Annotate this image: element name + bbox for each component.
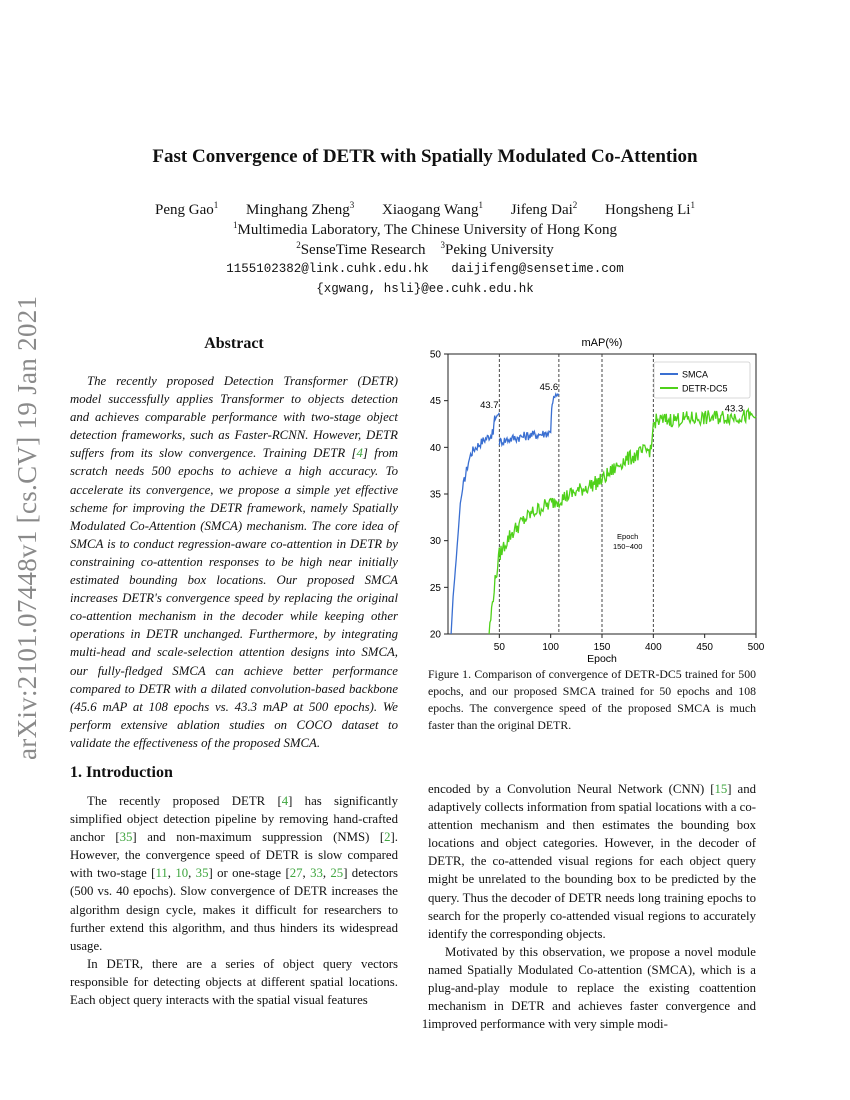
x-tick-label: 400 [644,642,662,653]
annotation-text: 150~400 [612,542,643,552]
abstract-text: The recently proposed Detection Transformer (DETR) model successfully applies Transformer to objects detection and achieves comparable performance with two-stage object detection frameworks, such as Faster-RCNN. However, DETR suffers from its slow convergence. Training DETR [4] from scratch needs 500 epochs to achieve a high accuracy. To accelerate its convergence, we propose a simple yet effective scheme for improving the DETR framework, namely Spatially Modulated Co-Attention (SMCA) mechanism. The core idea of SMCA is to conduct regression-aware co-attention in DETR by constraining co-attention responses to be high near initially estimated bounding box locations. Our proposed SMCA increases DETR's convergence speed by replacing the original co-attention mechanism in the decoder while keeping other operations in DETR unchanged. Furthermore, by integrating multi-head and scale-selection attention designs into SMCA, our fully-fledged SMCA can achieve better performance compared to DETR with a dilated convolution-based backbone (45.6 mAP at 108 epochs vs. 43.3 mAP at 500 epochs). We perform extensive ablation studies on COCO dataset to validate the effectiveness of the proposed SMCA. [70,374,398,750]
figure-caption: Figure 1. Comparison of convergence of DETR-DC5 trained for 500 epochs, and our proposed SMCA trained for 50 epochs and 108 epochs. The convergence speed of the proposed SMCA is much faster than the original DETR. [428,667,756,732]
citation-link[interactable]: 11 [155,866,168,881]
x-tick-label: 100 [542,642,560,653]
legend-label: SMCA [682,369,709,380]
author: Hongsheng Li$^1$ [605,200,695,218]
y-tick-label: 45 [429,396,441,408]
citation-link[interactable]: 33 [310,866,323,881]
chart-title: mAP(%) [581,337,623,349]
citation-link[interactable]: 35 [195,866,209,881]
author: Peng Gao$^1$ [155,200,219,218]
email-line: {xgwang, hsli}@ee.cuhk.edu.hk [316,282,534,296]
x-tick-label: 450 [696,642,714,653]
citation-link[interactable]: 2 [384,830,391,845]
intro-paragraph: encoded by a Convolution Neural Network (CNN) [15] and adaptively collects information from spatial locations with a co-attention mechanism and then estimates the bounding box locations and object categories. However, in the decoder of DETR, the co-attended visual regions for each object query might be unrelated to the bounding box to be predicted by the query. Thus the decoder of DETR needs long training epochs to search for the properly co-attended visual regions to accurately identify the corresponding objects. [428,782,756,941]
citation-link[interactable]: 4 [281,794,289,808]
intro-right-column [428,780,756,1033]
citation-link[interactable]: 35 [119,830,133,845]
series-end-label: 43.7 [480,399,499,411]
y-tick-label: 50 [429,349,441,361]
intro-paragraph: In DETR, there are a series of object query vectors responsible for detecting objects at different spatial locations. Each object query interacts with the spatial visual features [70,956,398,1008]
citation-link[interactable]: 4 [356,446,363,461]
paper-title: Fast Convergence of DETR with Spatially Modulated Co-Attention [152,146,698,167]
legend-label: DETR-DC5 [682,383,728,394]
x-tick-label: 500 [747,642,764,653]
y-tick-label: 40 [429,442,441,454]
section-heading: 1. Introduction [70,764,173,781]
intro-paragraph: The recently proposed DETR [4] has significantly simplified object detection pipeline by removing hand-crafted anchor [35] and non-maximum suppression (NMS) [2]. However, the convergence speed of DETR is slow compared with two-stage [11, 10, 35] or one-stage [27, 33, 25] detectors (500 vs. 40 epochs). Slow convergence of DETR increases the algorithm design cycle, makes it difficult for researchers to further extend this algorithm, and thus hinders its widespread usage. [70,794,398,953]
author: Minghang Zheng$^3$ [246,200,355,218]
author: Jifeng Dai$^2$ [510,200,578,218]
chart-legend [654,362,750,398]
arxiv-stamp-text: arXiv:2101.07448v1 [cs.CV] 19 Jan 2021 [12,295,42,760]
intro-paragraph: Motivated by this observation, we propose a novel module named Spatially Modulated Co-attention (SMCA), which is a plug-and-play module to replace the existing coattention mechanism in DETR and achieves faster convergence and improved performance with very simple modi- [428,944,756,1032]
page-number: 1 [421,1016,429,1031]
x-tick-label: 150 [593,642,611,653]
convergence-chart [412,332,764,664]
citation-link[interactable]: 25 [330,866,344,881]
affiliation-line: $^1$Multimedia Laboratory, The Chinese University of Hong Kong [232,220,617,238]
citation-link[interactable]: 27 [289,866,303,881]
y-tick-label: 20 [429,629,441,641]
abstract-heading: Abstract [204,335,264,352]
email-line: 1155102382@link.cuhk.edu.hk daijifeng@sensetime.com [226,262,624,276]
y-tick-label: 35 [429,489,441,501]
series-end-label: 45.6 [539,382,559,394]
x-axis-label: Epoch [587,653,617,664]
citation-link[interactable]: 15 [714,782,728,796]
intro-left-column [70,792,398,1009]
y-tick-label: 25 [429,582,441,594]
x-tick-label: 50 [493,642,505,653]
author-list [0,200,850,219]
affiliation-line: $^2$SenseTime Research $^3$Peking University [296,240,554,258]
annotation-text: Epoch [617,531,639,541]
series-end-label: 43.3 [724,403,744,415]
citation-link[interactable]: 10 [175,866,189,881]
author: Xiaogang Wang$^1$ [382,200,483,218]
y-tick-label: 30 [429,536,441,548]
